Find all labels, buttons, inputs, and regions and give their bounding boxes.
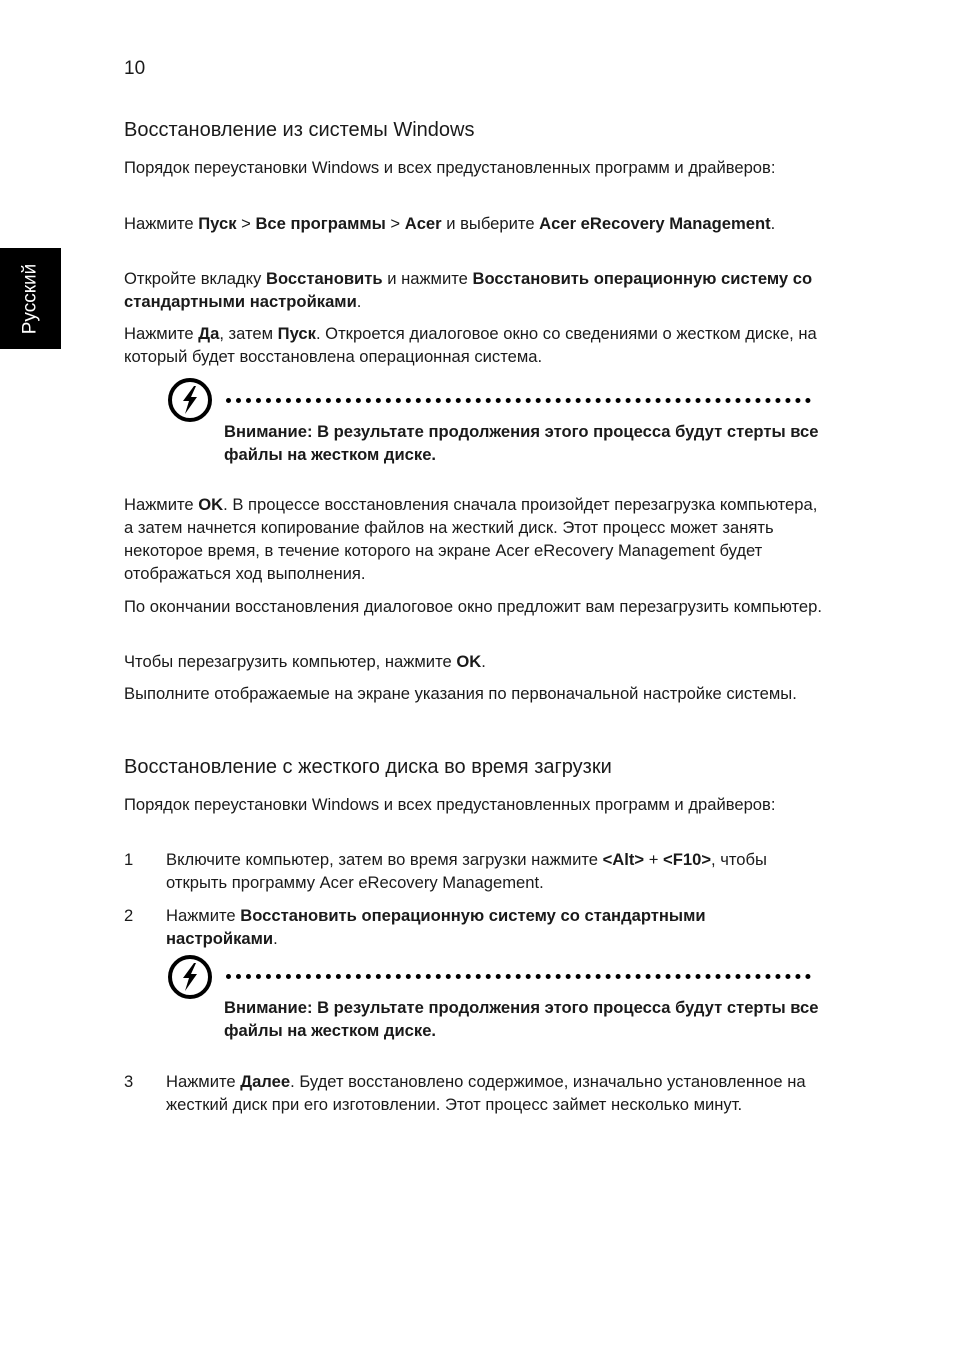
section-intro: Порядок переустановки Windows и всех предустановленных программ и драйверов: xyxy=(124,795,776,814)
list-item-number: 3 xyxy=(124,1072,134,1091)
list-item-number: 1 xyxy=(124,850,134,869)
paragraph: По окончании восстановления диалоговое окно предложит вам перезагрузить компьютер. xyxy=(124,597,822,616)
warning-text: Внимание: В результате продолжения этого процесса будут стерты все файлы на жестком диске. xyxy=(224,998,819,1040)
language-side-tab xyxy=(0,248,61,349)
paragraph: Чтобы перезагрузить компьютер, нажмите OK. xyxy=(124,652,486,671)
warning-divider xyxy=(226,974,811,979)
section-heading: Восстановление с жесткого диска во время загрузки xyxy=(124,756,612,778)
list-item-number: 2 xyxy=(124,906,134,925)
paragraph: Откройте вкладку Восстановить и нажмите Восстановить операционную систему со стандартными настройками. xyxy=(124,269,813,311)
list-item: Нажмите Восстановить операционную систему со стандартными настройками. xyxy=(166,906,706,948)
section-heading: Восстановление из системы Windows xyxy=(124,119,475,141)
warning-icon xyxy=(168,378,212,422)
list-item: Нажмите Далее. Будет восстановлено содержимое, изначально установленное на жесткий диск при его изготовлении. Этот процесс займет несколько минут. xyxy=(166,1072,806,1114)
paragraph: Нажмите Да, затем Пуск. Откроется диалоговое окно со сведениями о жестком диске, на который будет восстановлена операционная система. xyxy=(124,324,817,366)
paragraph: Нажмите OK. В процессе восстановления сначала произойдет перезагрузка компьютера, а затем начнется копирование файлов на жесткий диск. Этот процесс может занять некоторое время, в течение которого на экране Acer eRecovery Management будет отображаться ход выполнения. xyxy=(124,495,818,583)
section-intro: Порядок переустановки Windows и всех предустановленных программ и драйверов: xyxy=(124,158,776,177)
warning-divider xyxy=(226,398,811,403)
paragraph: Выполните отображаемые на экране указания по первоначальной настройке системы. xyxy=(124,684,797,703)
page-number: 10 xyxy=(124,58,146,79)
list-item: Включите компьютер, затем во время загрузки нажмите <Alt> + <F10>, чтобы открыть программу Acer eRecovery Management. xyxy=(166,850,767,892)
warning-icon xyxy=(168,955,212,999)
warning-text: Внимание: В результате продолжения этого процесса будут стерты все файлы на жестком диске. xyxy=(224,422,819,464)
paragraph: Нажмите Пуск > Все программы > Acer и выберите Acer eRecovery Management. xyxy=(124,214,776,233)
language-label: Русский xyxy=(19,263,41,334)
